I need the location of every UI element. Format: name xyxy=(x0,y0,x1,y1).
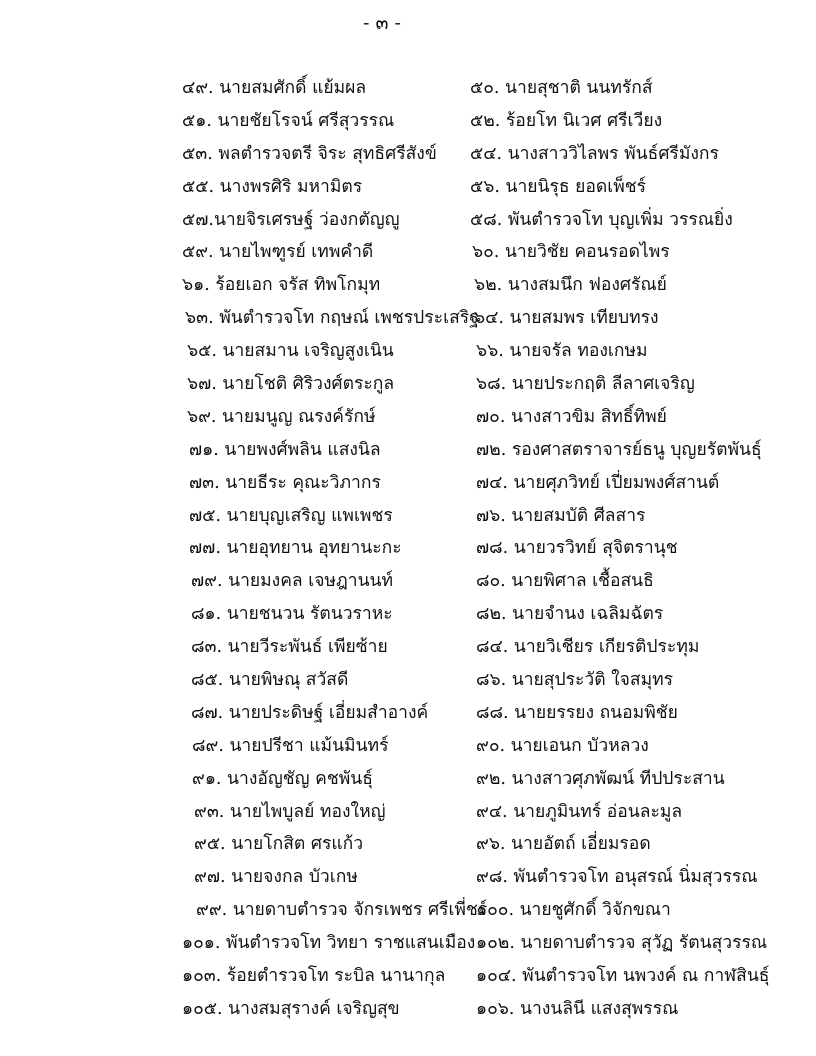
list-item-right: ๖๖. นายจรัล ทองเกษม xyxy=(476,341,648,362)
list-row xyxy=(0,438,816,471)
list-item-right: ๑๐๒. นายดาบตำรวจ สุวัฏ รัตนสุวรรณ xyxy=(476,933,768,954)
list-item-left: ๘๑. นายชนวน รัตนวราหะ xyxy=(191,604,393,625)
list-item-left: ๗๙. นายมงคล เจษฎานนท์ xyxy=(191,571,394,592)
list-row xyxy=(0,240,816,273)
list-row xyxy=(0,405,816,438)
list-item-right: ๘๐. นายพิศาล เชื้อสนธิ xyxy=(476,571,654,592)
list-item-left: ๗๗. นายอุทยาน อุทยานะกะ xyxy=(189,538,402,559)
list-row xyxy=(0,734,816,767)
list-item-right: ๙๐. นายเอนก บัวหลวง xyxy=(476,735,649,756)
list-row xyxy=(0,109,816,142)
list-item-right: ๖๔. นายสมพร เทียบทรง xyxy=(474,308,659,329)
list-row xyxy=(0,767,816,800)
list-item-left: ๙๙. นายดาบตำรวจ จักรเพชร ศรีเพี่ชร์ xyxy=(196,900,488,921)
list-item-left: ๘๗. นายประดิษฐ์ เอี่ยมสำอางค์ xyxy=(191,702,429,723)
list-item-left: ๖๑. ร้อยเอก จรัส ทิพโกมุท xyxy=(182,275,381,296)
list-row xyxy=(0,372,816,405)
list-item-right: ๖๘. นายประกฤติ ลีลาศเจริญ xyxy=(476,374,695,395)
list-row xyxy=(0,997,816,1030)
list-item-right: ๑๐๖. นางนลินี แสงสุพรรณ xyxy=(476,998,679,1019)
list-row xyxy=(0,964,816,997)
list-row xyxy=(0,701,816,734)
list-item-right: ๖๒. นางสมนึก ฟองศรัณย์ xyxy=(474,275,667,296)
list-item-left: ๙๗. นายจงกล บัวเกษ xyxy=(194,867,358,888)
list-item-left: ๕๕. นางพรศิริ มหามิตร xyxy=(182,176,363,197)
list-item-left: ๙๑. นางอัญชัญ คชพันธุ์ xyxy=(192,768,373,789)
list-item-left: ๕๙. นายไพฑูรย์ เทพคำดี xyxy=(182,242,374,263)
list-item-right: ๗๒. รองศาสตราจารย์ธนู บุญยรัตพันธุ์ xyxy=(476,439,762,460)
list-row xyxy=(0,536,816,569)
list-row xyxy=(0,504,816,537)
list-item-left: ๖๙. นายมนูญ ณรงค์รักษ์ xyxy=(187,406,376,427)
list-item-right: ๘๔. นายวิเชียร เกียรติประทุม xyxy=(476,637,700,658)
list-row xyxy=(0,635,816,668)
list-item-right: ๑๐๔. พันตำรวจโท นพวงค์ ณ กาฬสินธุ์ xyxy=(476,966,770,987)
list-item-right: ๕๘. พันตำรวจโท บุญเพิ่ม วรรณยิ่ง xyxy=(470,209,733,230)
list-item-left: ๕๑. นายชัยโรจน์ ศรีสุวรรณ xyxy=(182,110,395,131)
list-item-left: ๑๐๑. พันตำรวจโท วิทยา ราชแสนเมือง xyxy=(182,933,476,954)
list-item-left: ๘๙. นายปรีชา แม้นมินทร์ xyxy=(192,735,389,756)
list-item-left: ๘๓. นายวีระพันธ์ เพียซ้าย xyxy=(191,637,388,658)
list-item-right: ๘๘. นายยรรยง ถนอมพิชัย xyxy=(476,702,678,723)
list-item-right: ๘๖. นายสุประวัติ ใจสมุทร xyxy=(476,670,674,691)
list-row xyxy=(0,898,816,931)
list-item-right: ๙๒. นางสาวศุภพัฒน์ ทีปประสาน xyxy=(476,768,725,789)
list-item-right: ๕๔. นางสาววิไลพร พันธ์ศรีมังกร xyxy=(470,143,719,164)
list-row xyxy=(0,668,816,701)
list-item-right: ๕๐. นายสุชาติ นนทรักส์ xyxy=(470,78,653,98)
list-item-right: ๑๐๐. นายชูศักดิ์ วิจักขณา xyxy=(476,900,671,921)
list-item-left: ๑๐๓. ร้อยตำรวจโท ระบิล นานากุล xyxy=(182,966,446,987)
list-item-left: ๖๓. พันตำรวจโท กฤษณ์ เพชรประเสริฐ xyxy=(185,308,479,329)
list-row xyxy=(0,339,816,372)
list-item-right: ๙๘. พันตำรวจโท อนุสรณ์ นิ่มสุวรรณ xyxy=(476,867,758,888)
list-item-right: ๘๒. นายจำนง เฉลิมฉัตร xyxy=(476,604,664,625)
list-row xyxy=(0,142,816,175)
list-item-right: ๕๖. นายนิรุธ ยอดเพ็ชร์ xyxy=(470,176,647,197)
list-item-left: ๗๕. นายบุญเสริญ แพเพชร xyxy=(189,505,393,526)
list-item-left: ๑๐๕. นางสมสุรางค์ เจริญสุข xyxy=(182,998,400,1019)
list-item-left: ๘๕. นายพิษณุ สวัสดี xyxy=(191,670,349,691)
list-item-left: ๙๓. นายไพบูลย์ ทองใหญ่ xyxy=(194,801,386,822)
list-item-left: ๙๕. นายโกสิต ศรแก้ว xyxy=(194,834,364,855)
list-item-right: ๗๖. นายสมบัติ ศีลสาร xyxy=(476,505,646,526)
name-list xyxy=(0,76,816,1030)
list-row xyxy=(0,306,816,339)
list-row xyxy=(0,273,816,306)
list-item-left: ๕๓. พลตำรวจตรี จิระ สุทธิศรีสังข์ xyxy=(182,143,437,164)
list-item-left: ๔๙. นายสมศักดิ์ แย้มผล xyxy=(182,78,367,98)
list-item-right: ๖๐. นายวิชัย คอนรอดไพร xyxy=(472,242,670,263)
list-item-left: ๕๗.นายจิรเศรษฐ์ ว่องกตัญญู xyxy=(182,209,400,230)
page-number: - ๓ - xyxy=(363,12,401,34)
list-item-right: ๗๐. นางสาวขิม สิทธิ์ทิพย์ xyxy=(476,406,667,427)
list-row xyxy=(0,865,816,898)
list-item-left: ๖๕. นายสมาน เจริญสูงเนิน xyxy=(187,341,394,362)
list-item-right: ๗๔. นายศุภวิทย์ เปี่ยมพงศ์สานต์ xyxy=(476,472,720,493)
list-item-left: ๖๗. นายโชติ ศิริวงศ์ตระกูล xyxy=(187,374,395,395)
list-row xyxy=(0,931,816,964)
list-row xyxy=(0,832,816,865)
list-row xyxy=(0,208,816,241)
list-item-right: ๗๘. นายวรวิทย์ สุจิตรานุช xyxy=(476,538,678,559)
list-row xyxy=(0,471,816,504)
list-item-right: ๕๒. ร้อยโท นิเวศ ศรีเวียง xyxy=(470,110,663,131)
list-item-left: ๗๑. นายพงศ์พลิน แสงนิล xyxy=(189,439,381,460)
list-row xyxy=(0,800,816,833)
list-item-right: ๙๖. นายอัตถ์ เอี่ยมรอด xyxy=(476,834,651,855)
list-item-right: ๙๔. นายภูมินทร์ อ่อนละมูล xyxy=(476,801,683,822)
list-row xyxy=(0,175,816,208)
list-row xyxy=(0,76,816,109)
list-row xyxy=(0,569,816,602)
list-row xyxy=(0,602,816,635)
list-item-left: ๗๓. นายธีระ คุณะวิภากร xyxy=(189,472,381,493)
